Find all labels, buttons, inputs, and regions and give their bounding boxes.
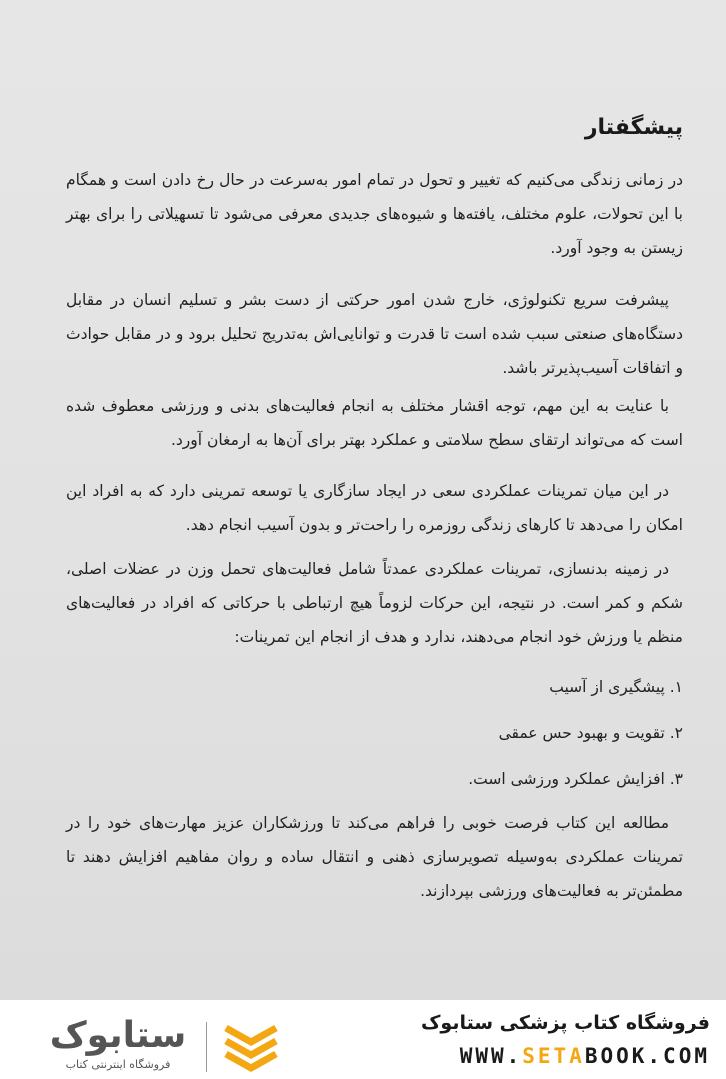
store-logo[interactable] [38, 1016, 278, 1074]
url-suffix: BOOK.COM [584, 1044, 710, 1068]
list-item: ۲. تقویت و بهبود حس عمقی [498, 724, 683, 742]
closing-paragraph: مطالعه این کتاب فرصت خوبی را فراهم می‌کند تا ورزشکاران عزیز مهارت‌های خود را در تمرینات عملکردی به‌وسیله تصویرسازی ذهنی و انتقال ساده و روان مفاهیم افزایش دهند تا مطمئن‌تر به فعالیت‌های ورزشی بپردازند. [66, 814, 683, 900]
page-title: پیشگفتار [584, 115, 683, 140]
url-accent: SETA [522, 1044, 585, 1068]
list-item: ۱. پیشگیری از آسیب [549, 678, 683, 696]
chevron-logo-icon [220, 1022, 282, 1074]
list-item: ۳. افزایش عملکرد ورزشی است. [468, 770, 683, 788]
paragraph-1: در زمانی زندگی می‌کنیم که تغییر و تحول در تمام امور به‌سرعت در حال رخ دادن است و همگام با این تحولات، علوم مختلف، یافته‌ها و شیوه‌های جدیدی معرفی می‌شود تا تسهیلاتی را برای بهتر زیستن به وجود آورد. [66, 171, 683, 257]
paragraph-3: با عنایت به این مهم، توجه اقشار مختلف به انجام فعالیت‌های بدنی و ورزشی معطوف شده است که می‌تواند ارتقای سطح سلامتی و عملکرد بهتر برای آن‌ها به ارمغان آورد. [66, 397, 683, 449]
store-footer [0, 1000, 726, 1079]
logo-tagline: فروشگاه اینترنتی کتاب [65, 1058, 171, 1071]
url-prefix: WWW. [459, 1044, 523, 1068]
logo-divider [206, 1022, 207, 1072]
store-name: فروشگاه کتاب پزشکی ستابوک [420, 1012, 710, 1034]
paragraph-2: پیشرفت سریع تکنولوژی، خارج شدن امور حرکتی از دست بشر و تسلیم انسان در مقابل دستگاه‌های صنعتی سبب شده است تا قدرت و توانایی‌اش به‌تدریج تحلیل برود و در مقابل حوادث و اتفاقات آسیب‌پذیرتر باشد. [66, 291, 683, 377]
paragraph-5: در زمینه بدنسازی، تمرینات عملکردی عمدتاً شامل فعالیت‌های تحمل وزن در عضلات اصلی، شکم و کمر است. در نتیجه، این حرکات لزوماً هیچ ارتباطی با حرکاتی که افراد در فعالیت‌های منظم یا ورزش خود انجام می‌دهند، ندارد و هدف از انجام این تمرینات: [66, 560, 683, 646]
paragraph-4: در این میان تمرینات عملکردی سعی در ایجاد سازگاری یا توسعه تمرینی دارد که به افراد این امکان را می‌دهد تا کارهای زندگی روزمره را راحت‌تر و بدون آسیب انجام دهد. [66, 482, 683, 534]
logo-wordmark: ستابوک [49, 1015, 187, 1056]
store-url-link[interactable] [460, 1044, 710, 1068]
